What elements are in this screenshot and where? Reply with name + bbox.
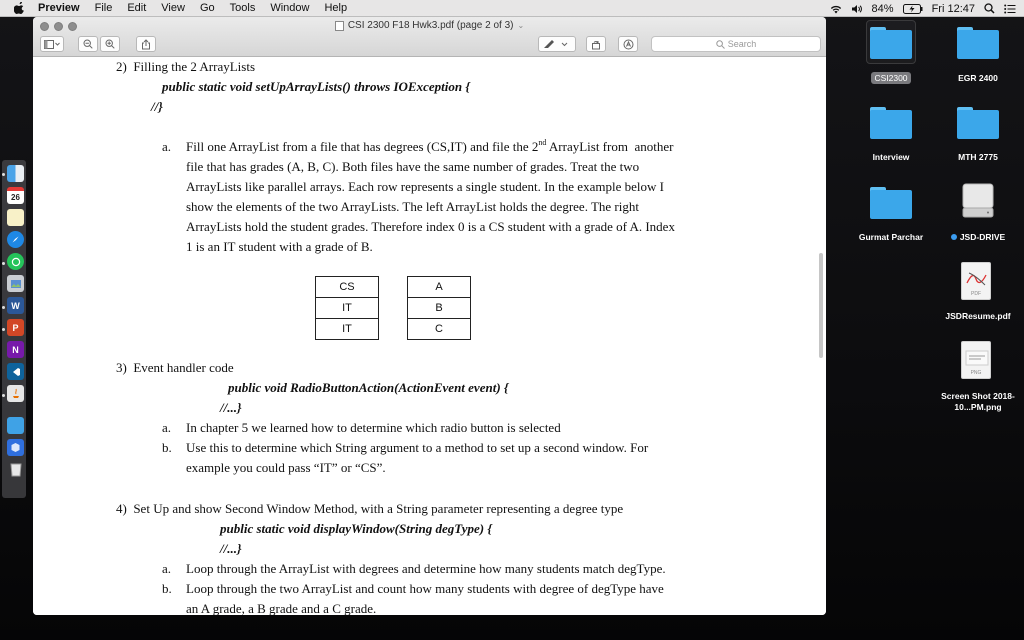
zoom-out-button[interactable] — [78, 36, 98, 52]
menu-go[interactable]: Go — [199, 2, 215, 14]
section-2-code: public static void setUpArrayLists() throws IOException { — [162, 79, 470, 94]
degree-cell: IT — [315, 297, 379, 319]
whatsapp-icon[interactable] — [7, 253, 24, 270]
section-2-code-end: //} — [151, 99, 163, 114]
degree-cell: CS — [315, 276, 379, 298]
trash-icon[interactable] — [7, 461, 24, 478]
markup-toolbar-button[interactable] — [618, 36, 638, 52]
png-file-icon[interactable] — [961, 341, 991, 379]
safari-icon[interactable] — [7, 231, 24, 248]
section-2a-line: ArrayLists like parallel arrays. Each row represents a single student. In the example below I — [186, 179, 664, 194]
tag-dot — [951, 234, 957, 240]
menu-bar — [0, 0, 1024, 17]
grade-cell: B — [407, 297, 471, 319]
share-button[interactable] — [136, 36, 156, 52]
section-4b-line: Loop through the two ArrayList and count how many students with degree of degType have — [186, 581, 664, 596]
desktop-item-csi2300[interactable] — [845, 72, 937, 84]
degree-cell: IT — [315, 318, 379, 340]
folder-icon[interactable] — [957, 27, 999, 59]
java-installer-icon[interactable] — [7, 385, 24, 402]
desktop-item-label: CSI2300 — [871, 72, 910, 84]
section-2a-line: show the elements of the two ArrayLists. The left ArrayList holds the degree. The right — [186, 199, 639, 214]
rotate-button[interactable] — [586, 36, 606, 52]
dock — [2, 160, 26, 498]
powerpoint-icon[interactable]: P — [7, 319, 24, 336]
desktop-item-jsd-drive[interactable] — [932, 232, 1024, 242]
section-2a-line-text: Fill one ArrayList from a file that has degrees (CS,IT) and file the 2 — [186, 139, 539, 154]
vertical-scrollbar[interactable] — [819, 253, 823, 358]
running-indicator — [2, 306, 5, 309]
desktop-item-screenshot[interactable]: Screen Shot 2018-10...PM.png — [941, 391, 1015, 412]
menu-edit[interactable]: Edit — [127, 2, 147, 14]
running-indicator — [2, 328, 5, 331]
word-icon[interactable]: W — [7, 297, 24, 314]
desktop-item-egr2400[interactable]: EGR 2400 — [958, 73, 998, 83]
calendar-day: 26 — [11, 193, 20, 202]
search-placeholder: Search — [727, 39, 757, 49]
apple-icon[interactable] — [14, 2, 26, 15]
sidebar-view-button[interactable] — [40, 36, 64, 52]
preview-app-icon[interactable] — [7, 275, 24, 292]
window-titlebar — [33, 17, 826, 57]
section-3-code: public void RadioButtonAction(ActionEvent event) { — [228, 380, 509, 395]
menu-window[interactable]: Window — [270, 2, 310, 14]
battery-icon[interactable] — [903, 4, 923, 14]
preview-window — [33, 17, 826, 615]
search-icon — [716, 40, 725, 49]
section-4-code: public static void displayWindow(String degType) { — [220, 521, 492, 536]
pdf-file-icon[interactable] — [961, 262, 991, 300]
section-2a-line: ArrayLists hold the student grades. Therefore index 0 is a CS student with a grade of A. Index — [186, 219, 675, 234]
window-title[interactable] — [33, 20, 826, 31]
section-2-heading: 2) Filling the 2 ArrayLists — [116, 59, 256, 74]
wifi-icon[interactable] — [830, 4, 842, 14]
downloads-folder-icon[interactable] — [7, 417, 24, 434]
desktop-item-mth2775[interactable]: MTH 2775 — [958, 152, 998, 162]
section-2a-line-tail: ArrayList from another — [546, 139, 674, 154]
desktop-item-gurmat-parchar[interactable]: Gurmat Parchar — [858, 232, 924, 242]
section-4-heading: 4) Set Up and show Second Window Method, with a String parameter representing a degree type — [116, 501, 624, 516]
menu-view[interactable]: View — [161, 2, 185, 14]
vscode-icon[interactable] — [7, 363, 24, 380]
zoom-in-button[interactable] — [100, 36, 120, 52]
grade-cell: A — [407, 276, 471, 298]
running-indicator — [2, 173, 5, 176]
folder-icon[interactable] — [870, 187, 912, 219]
section-2a-line — [186, 139, 673, 155]
virtualbox-icon[interactable] — [7, 439, 24, 456]
menu-clock[interactable]: Fri 12:47 — [931, 2, 975, 15]
onenote-icon[interactable]: N — [7, 341, 24, 358]
folder-icon[interactable] — [870, 27, 912, 59]
menu-app-name[interactable]: Preview — [38, 2, 80, 14]
section-3-heading: 3) Event handler code — [116, 360, 234, 375]
battery-percent: 84% — [871, 2, 894, 15]
menu-tools[interactable]: Tools — [229, 2, 256, 14]
folder-icon[interactable] — [870, 107, 912, 139]
list-marker: a. — [162, 561, 172, 576]
chevron-down-icon: ⌄ — [517, 21, 525, 30]
menu-help[interactable]: Help — [324, 2, 348, 14]
list-marker: b. — [162, 581, 172, 596]
markup-pen-button[interactable] — [538, 36, 576, 52]
section-2a-line: file that has grades (A, B, C). Both files have the same number of grades. Treat the two — [186, 159, 640, 174]
list-marker: a. — [162, 420, 172, 435]
calendar-icon[interactable] — [7, 187, 24, 204]
search-input[interactable] — [651, 36, 821, 52]
folder-icon[interactable] — [957, 107, 999, 139]
pdf-document-icon — [335, 21, 344, 31]
section-2a-line: 1 is an IT student with a grade of B. — [186, 239, 373, 254]
section-4-code-end: //...} — [220, 541, 242, 556]
volume-icon[interactable] — [851, 4, 863, 14]
section-3b-line: Use this to determine which String argument to a method to set up a second window. For — [186, 440, 649, 455]
spotlight-icon[interactable] — [984, 3, 995, 14]
section-3b-line: example you could pass “IT” or “CS”. — [186, 460, 386, 475]
grade-cell: C — [407, 318, 471, 340]
desktop-item-interview[interactable]: Interview — [872, 152, 910, 162]
running-indicator — [2, 262, 5, 265]
window-title-text: CSI 2300 F18 Hwk3.pdf (page 2 of 3) — [347, 20, 514, 31]
menu-file[interactable]: File — [94, 2, 113, 14]
finder-icon[interactable] — [7, 165, 24, 182]
section-4a-text: Loop through the ArrayList with degrees and determine how many students match degType. — [186, 561, 666, 576]
pdf-page — [33, 58, 826, 615]
file-type-label: PDF — [971, 291, 981, 297]
notes-icon[interactable] — [7, 209, 24, 226]
desktop-item-label: JSD-DRIVE — [959, 232, 1006, 242]
notification-center-icon[interactable] — [1004, 4, 1016, 14]
list-marker: a. — [162, 139, 172, 154]
file-type-label: PNG — [970, 370, 982, 376]
external-drive-icon[interactable] — [960, 182, 996, 222]
section-3a-text: In chapter 5 we learned how to determine which radio button is selected — [186, 420, 561, 435]
running-indicator — [2, 394, 5, 397]
ordinal-suffix: nd — [538, 138, 547, 147]
section-4b-line: an A grade, a B grade and a C grade. — [186, 601, 377, 615]
desktop-item-jsdresume[interactable]: JSDResume.pdf — [945, 311, 1011, 321]
list-marker: b. — [162, 440, 172, 455]
section-3-code-end: //...} — [220, 400, 242, 415]
